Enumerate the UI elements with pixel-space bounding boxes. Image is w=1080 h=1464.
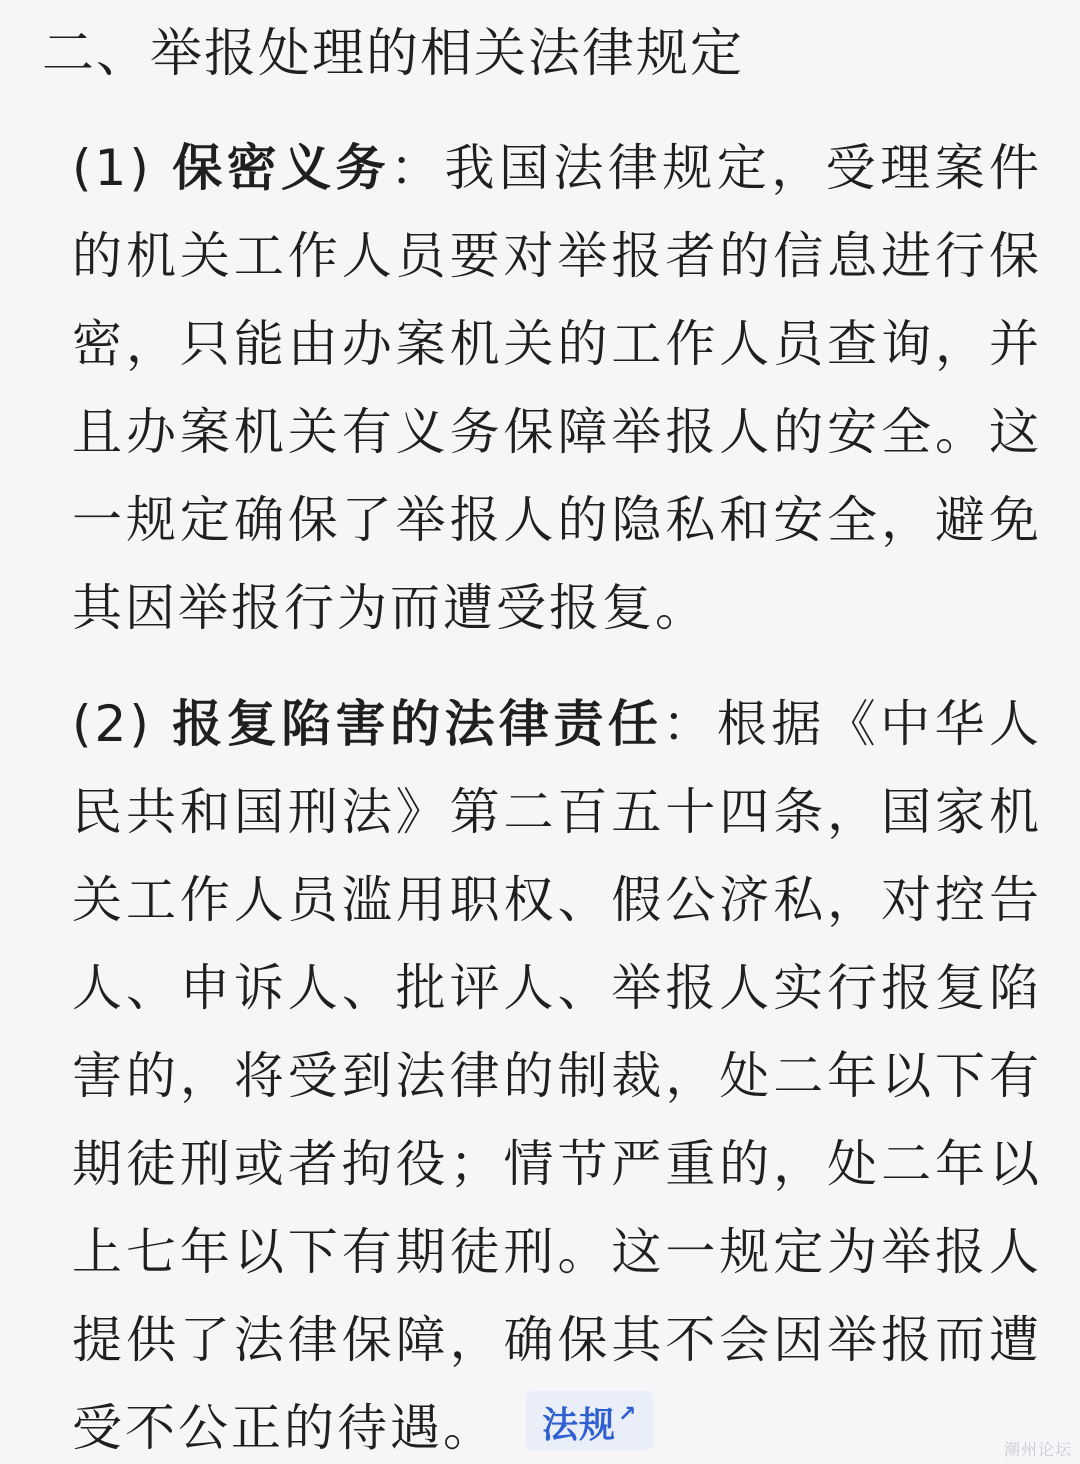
source-link-chip[interactable] (526, 1391, 653, 1450)
item-term: 报复陷害的法律责任 (172, 695, 663, 753)
list-item (72, 680, 1042, 1464)
external-link-icon: ↗ (618, 1402, 638, 1427)
section-heading: 二、举报处理的相关法律规定 (42, 24, 745, 84)
item-term: 保密义务 (172, 139, 391, 197)
item-number: (1) (72, 139, 152, 197)
item-separator: ： (662, 695, 717, 753)
item-text: 我国法律规定，受理案件的机关工作人员要对举报者的信息进行保密，只能由办案机关的工作人员查询，并且办案机关有义务保障举报人的安全。这一规定确保了举报人的隐私和安全，避免其因举报行为而遭受报复。 (72, 139, 1043, 637)
item-separator: ： (390, 139, 445, 197)
item-text: 根据《中华人民共和国刑法》第二百五十四条，国家机关工作人员滥用职权、假公济私，对控告人、申诉人、批评人、举报人实行报复陷害的，将受到法律的制裁，处二年以下有期徒刑或者拘役；情节严重的，处二年以上七年以下有期徒刑。这一规定为举报人提供了法律保障，确保其不会因举报而遭受不公正的待遇。 (72, 695, 1043, 1457)
list-item (72, 124, 1042, 652)
source-link-label: 法规 (542, 1405, 617, 1446)
item-number: (2) (72, 695, 152, 753)
watermark: 潮州论坛 (1003, 1440, 1072, 1459)
